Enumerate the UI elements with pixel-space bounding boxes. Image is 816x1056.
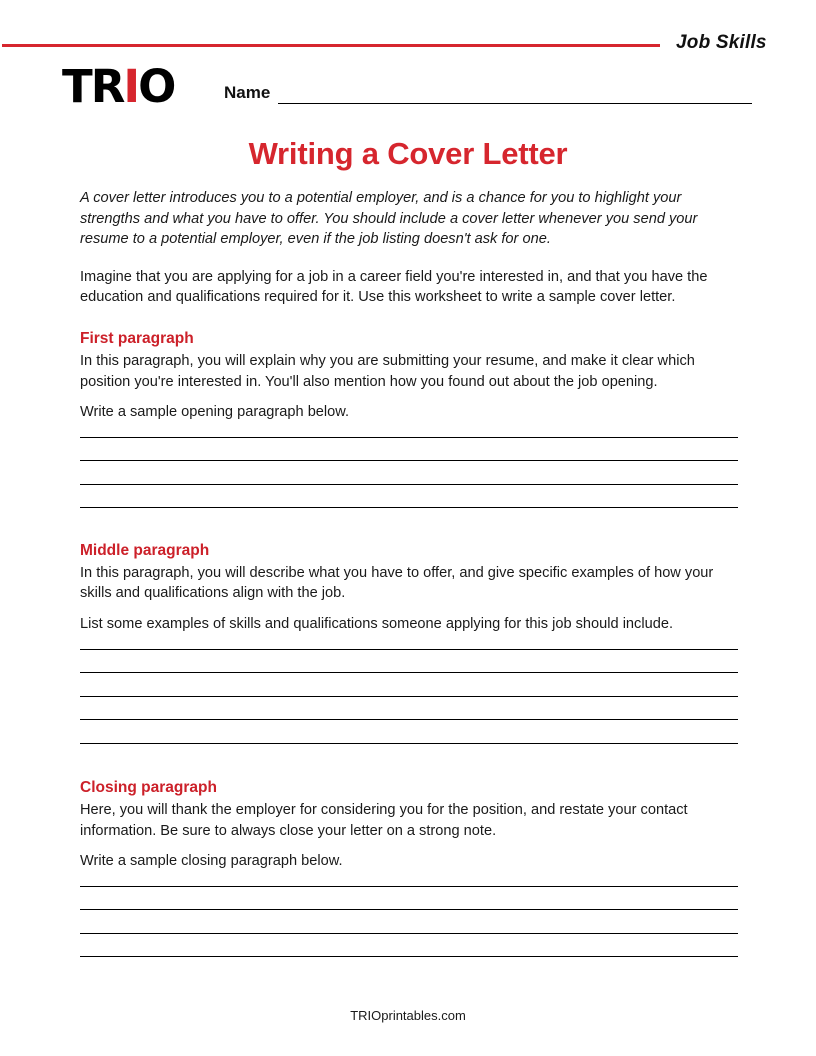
section-closing-paragraph: [80, 778, 738, 957]
writing-line[interactable]: [80, 886, 738, 887]
section-middle-paragraph: [80, 541, 738, 744]
page-title: Writing a Cover Letter: [248, 136, 568, 171]
writing-lines-first: [80, 437, 738, 509]
writing-line[interactable]: [80, 933, 738, 934]
writing-line[interactable]: [80, 909, 738, 910]
page-header-bar: [0, 32, 816, 60]
logo-text-o: O: [138, 60, 175, 113]
footer-url: TRIOprintables.com: [350, 1008, 466, 1023]
section-body: In this paragraph, you will describe what you have to offer, and give specific examples of how your skills and qualifications align with the job.: [80, 564, 714, 602]
name-label: Name: [224, 83, 271, 102]
writing-lines-middle: [80, 649, 738, 744]
trio-logo: [62, 60, 175, 113]
logo-text-i: I: [123, 60, 139, 113]
writing-line[interactable]: [80, 507, 738, 508]
writing-line[interactable]: [80, 743, 738, 744]
section-heading: Closing paragraph: [80, 779, 217, 797]
writing-lines-closing: [80, 886, 738, 958]
writing-line[interactable]: [80, 696, 738, 697]
section-body: Here, you will thank the employer for considering you for the position, and restate your contact information. Be sure to always close your letter on a strong note.: [80, 802, 688, 839]
writing-line[interactable]: [80, 460, 738, 461]
name-input-line[interactable]: [278, 103, 752, 104]
writing-line[interactable]: [80, 719, 738, 720]
lead-paragraph: Imagine that you are applying for a job in a career field you're interested in, and that you have the education and qualifications required for it. Use this worksheet to write a sample cover letter.: [80, 268, 708, 306]
writing-line[interactable]: [80, 956, 738, 957]
section-heading: Middle paragraph: [80, 541, 210, 559]
writing-line[interactable]: [80, 437, 738, 438]
writing-line[interactable]: [80, 484, 738, 485]
section-prompt: List some examples of skills and qualifications someone applying for this job should include.: [80, 615, 673, 632]
worksheet-content: [80, 188, 738, 980]
section-heading: First paragraph: [80, 329, 194, 347]
intro-paragraph: A cover letter introduces you to a potential employer, and is a chance for you to highlight your strengths and what you have to offer. You should include a cover letter whenever you send your resume to a potential employer, even if the job listing doesn't ask for one.: [80, 190, 698, 248]
writing-line[interactable]: [80, 672, 738, 673]
section-body: In this paragraph, you will explain why you are submitting your resume, and make it clear which position you're interested in. You'll also mention how you found out about the job opening.: [80, 352, 695, 390]
section-prompt: Write a sample closing paragraph below.: [80, 853, 343, 870]
section-gap: [80, 531, 738, 541]
section-gap: [80, 766, 738, 778]
section-first-paragraph: [80, 329, 738, 508]
section-prompt: Write a sample opening paragraph below.: [80, 404, 350, 421]
writing-line[interactable]: [80, 649, 738, 650]
logo-text-tr: TR: [62, 60, 124, 113]
header-red-rule: [2, 44, 660, 47]
category-label: Job Skills: [676, 32, 767, 53]
